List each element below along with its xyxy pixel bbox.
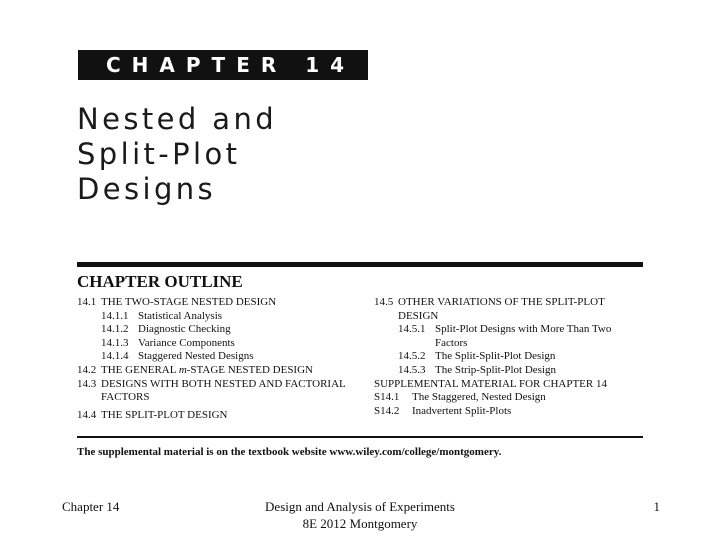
outline-item: 14.2 THE GENERAL m-STAGE NESTED DESIGN (77, 363, 313, 376)
outline-item: 14.5 OTHER VARIATIONS OF THE SPLIT-PLOT (374, 296, 605, 308)
page-number: 1 (653, 499, 660, 514)
outline-item: S14.1 The Staggered, Nested Design (374, 391, 546, 404)
outline-item: 14.1.2 Diagnostic Checking (101, 323, 231, 336)
footer-book-title-line-2: 8E 2012 Montgomery (302, 516, 418, 531)
outline-item: 14.5.1 Split-Plot Designs with More Than Two (398, 323, 612, 336)
outline-heading: CHAPTER OUTLINE (77, 272, 243, 291)
outline-item: 14.1 THE TWO-STAGE NESTED DESIGN (77, 296, 277, 308)
outline-item: 14.1.1 Statistical Analysis (101, 309, 223, 322)
outline-right-column (374, 296, 644, 418)
outline-item: 14.5.3 The Strip-Split-Plot Design (398, 363, 556, 376)
outline-item: 14.1.3 Variance Components (101, 336, 235, 349)
outline-bottom-rule (77, 436, 643, 438)
outline-item-continuation: FACTORS (101, 391, 150, 404)
chapter-label: CHAPTER 14 (78, 50, 368, 80)
outline-item: 14.5.2 The Split-Split-Plot Design (398, 350, 556, 363)
outline-left-column (77, 296, 367, 422)
footer-chapter: Chapter 14 (62, 499, 120, 514)
title-line-3: Designs (77, 172, 217, 206)
outline-item: 14.1.4 Staggered Nested Designs (101, 350, 254, 363)
outline-top-rule (77, 262, 643, 267)
supplement-heading: SUPPLEMENTAL MATERIAL FOR CHAPTER 14 (374, 377, 607, 390)
supplement-note: The supplemental material is on the textbook website www.wiley.com/college/montgomery. (77, 446, 502, 458)
title-line-2: Split-Plot (77, 137, 241, 171)
chapter-title (77, 102, 277, 207)
title-line-1: Nested and (77, 102, 278, 136)
outline-item-continuation: Factors (435, 336, 468, 349)
footer-book-title (230, 498, 490, 532)
outline-item-continuation: DESIGN (398, 309, 439, 322)
footer-book-title-line-1: Design and Analysis of Experiments (265, 499, 455, 514)
outline-item: 14.3 DESIGNS WITH BOTH NESTED AND FACTORIAL (77, 377, 346, 390)
outline-item: 14.4 THE SPLIT-PLOT DESIGN (77, 408, 228, 421)
outline-item: S14.2 Inadvertent Split-Plots (374, 404, 512, 417)
